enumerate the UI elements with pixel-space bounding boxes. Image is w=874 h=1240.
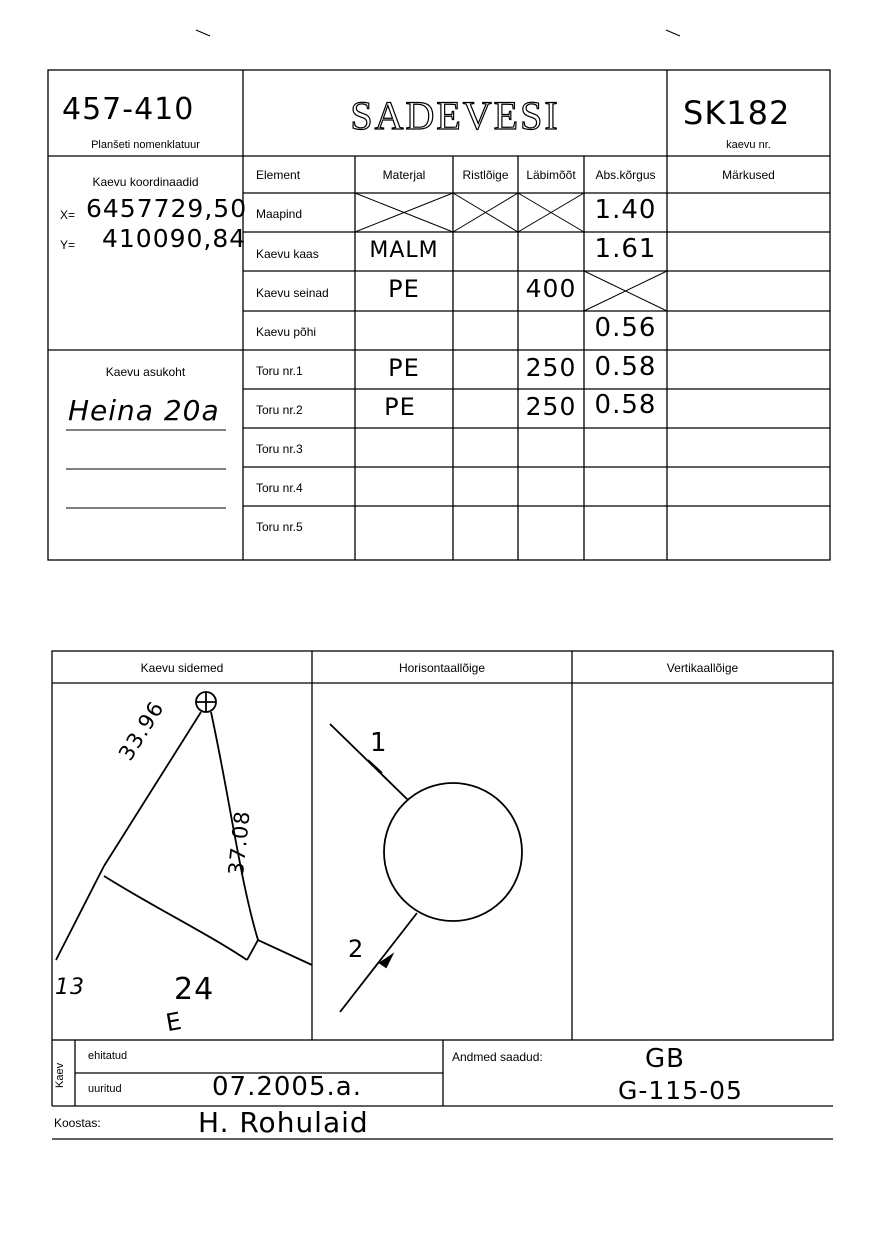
abs-height-value: 1.61 bbox=[594, 234, 657, 264]
header-abs-height: Abs.kõrgus bbox=[595, 168, 656, 182]
surveyed-label: uuritud bbox=[88, 1083, 122, 1095]
row-element: Kaevu kaas bbox=[256, 247, 319, 261]
material-value: PE bbox=[388, 275, 420, 303]
row-element: Toru nr.4 bbox=[256, 481, 303, 495]
coords-label: Kaevu koordinaadid bbox=[92, 175, 199, 189]
well-number-label: kaevu nr. bbox=[726, 139, 771, 151]
horizontal-section-sketch bbox=[330, 724, 522, 1012]
x-label: X= bbox=[60, 208, 76, 222]
vertical-section-label: Vertikaallõige bbox=[666, 661, 739, 675]
data-source-value-2: G-115-05 bbox=[618, 1076, 743, 1105]
sheet-number: 457-410 bbox=[62, 92, 195, 127]
well-side-label: Kaev bbox=[54, 1062, 66, 1088]
row-element: Toru nr.1 bbox=[256, 364, 303, 378]
links-label: Kaevu sidemed bbox=[140, 661, 224, 675]
horizontal-section-label: Horisontaallõige bbox=[398, 661, 486, 675]
well-number: SK182 bbox=[683, 94, 791, 132]
row-element: Kaevu seinad bbox=[256, 286, 329, 300]
header-cross-section: Ristlõige bbox=[462, 168, 509, 182]
plot-sub-letter: E bbox=[163, 1006, 185, 1038]
surveyed-value: 07.2005.a. bbox=[212, 1072, 362, 1102]
pipe-1-label: 1 bbox=[370, 728, 388, 758]
abs-height-value: 1.40 bbox=[594, 195, 657, 225]
y-label: Y= bbox=[60, 238, 76, 252]
form-title: SADEVESI bbox=[350, 93, 560, 138]
material-value: MALM bbox=[369, 238, 439, 263]
material-value: PE bbox=[384, 393, 416, 421]
row-element: Toru nr.3 bbox=[256, 442, 303, 456]
abs-height-value: 0.58 bbox=[594, 390, 657, 420]
author-value: H. Rohulaid bbox=[198, 1106, 369, 1139]
diameter-value: 250 bbox=[525, 392, 577, 421]
y-value: 410090,84 bbox=[102, 224, 247, 253]
header-notes: Märkused bbox=[722, 168, 775, 182]
data-source-value-1: GB bbox=[645, 1044, 685, 1074]
header-material: Materjal bbox=[382, 168, 426, 182]
location-label: Kaevu asukoht bbox=[105, 365, 186, 379]
sheet-number-label: Planšeti nomenklatuur bbox=[91, 139, 200, 151]
header-element: Element bbox=[256, 168, 301, 182]
diameter-value: 250 bbox=[525, 353, 577, 382]
location-value: Heina 20a bbox=[68, 394, 220, 427]
distance-1: 33.96 bbox=[114, 696, 169, 765]
material-value: PE bbox=[388, 354, 420, 382]
row-element: Kaevu põhi bbox=[256, 325, 317, 339]
plot-left-number: 13 bbox=[55, 975, 85, 1000]
abs-height-value: 0.58 bbox=[594, 352, 657, 382]
distance-2: 37.08 bbox=[224, 809, 255, 877]
header-diameter: Läbimõõt bbox=[526, 168, 576, 182]
pipe-2-label: 2 bbox=[348, 935, 365, 963]
built-label: ehitatud bbox=[88, 1050, 128, 1062]
diameter-value: 400 bbox=[525, 274, 577, 303]
abs-height-value: 0.56 bbox=[594, 313, 657, 343]
x-value: 6457729,50 bbox=[86, 194, 248, 223]
row-element: Toru nr.2 bbox=[256, 403, 303, 417]
row-element: Toru nr.5 bbox=[256, 520, 303, 534]
links-sketch bbox=[56, 692, 312, 965]
plot-main-number: 24 bbox=[174, 972, 215, 1007]
row-element: Maapind bbox=[256, 207, 303, 221]
data-source-label: Andmed saadud: bbox=[452, 1050, 543, 1064]
author-label: Koostas: bbox=[54, 1116, 101, 1130]
